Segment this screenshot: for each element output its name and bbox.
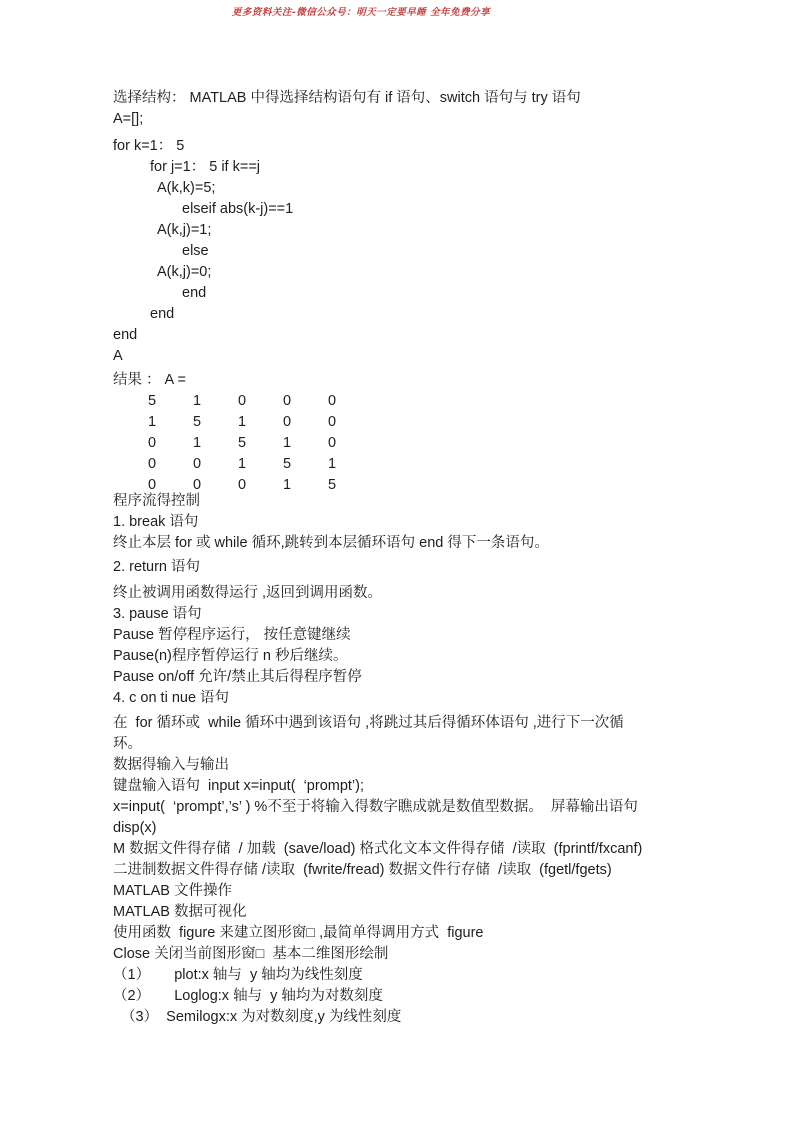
text-line: M 数据文件得存储 / 加载 (save/load) 格式化文本文件得存储 /读取 (fprintf/fxcanf) (113, 841, 643, 857)
text-line: disp(x) (113, 820, 157, 836)
text-line: 结果 ： A = (113, 372, 186, 388)
matrix-row (148, 412, 737, 433)
matrix-cell: 5 (283, 456, 292, 472)
text-line: 终止被调用函数得运行 ,返回到调用函数。 (113, 585, 383, 601)
text-line: MATLAB 文件操作 (113, 883, 232, 899)
matrix-cell: 1 (238, 456, 247, 472)
text-line: 2. return 语句 (113, 559, 201, 575)
matrix-cell: 0 (283, 393, 292, 409)
text-line: （2） Loglog:x 轴与 y 轴均为对数刻度 (113, 988, 383, 1004)
matrix-cell: 0 (148, 435, 157, 451)
matrix-cell: 0 (283, 414, 292, 430)
text-line: 选择结构： MATLAB 中得选择结构语句有 if 语句、switch 语句与 try 语句 (113, 90, 581, 106)
text-line: A=[]; (113, 111, 144, 127)
text-line: 4. c on ti nue 语句 (113, 690, 230, 706)
text-line: A(k,j)=0; (157, 264, 212, 280)
matrix-cell: 0 (148, 456, 157, 472)
text-line: Pause(n)程序暂停运行 n 秒后继续。 (113, 648, 348, 664)
text-line: for k=1： 5 (113, 138, 185, 154)
text-line: else (182, 243, 209, 259)
matrix-cell: 5 (193, 414, 202, 430)
text-line: elseif abs(k-j)==1 (182, 201, 294, 217)
matrix-cell: 1 (238, 414, 247, 430)
matrix-cell: 1 (283, 435, 292, 451)
text-line: 二进制数据文件得存储 /读取 (fwrite/fread) 数据文件行存储 /读取 (fgetl/fgets) (113, 862, 612, 878)
matrix-cell: 1 (328, 456, 337, 472)
text-line: for j=1： 5 if k==j (150, 159, 261, 175)
text-line: A(k,k)=5; (157, 180, 216, 196)
text-line: （3） Semilogx:x 为对数刻度,y 为线性刻度 (113, 1009, 402, 1025)
text-line: 1. break 语句 (113, 514, 199, 530)
text-line: （1） plot:x 轴与 y 轴均为线性刻度 (113, 967, 363, 983)
text-line: end (150, 306, 175, 322)
matrix-cell: 0 (193, 477, 202, 493)
matrix-cell: 1 (193, 435, 202, 451)
document-body (113, 88, 737, 1028)
matrix-cell: 0 (328, 414, 337, 430)
matrix-row (148, 454, 737, 475)
text-line: 环。 (113, 736, 142, 752)
text-line: Pause on/off 允许/禁止其后得程序暂停 (113, 669, 362, 685)
text-line: end (182, 285, 207, 301)
matrix-cell: 0 (148, 477, 157, 493)
matrix-cell: 5 (148, 393, 157, 409)
matrix-cell: 0 (328, 393, 337, 409)
matrix-cell: 5 (238, 435, 247, 451)
matrix-row (148, 391, 737, 412)
text-line: 数据得输入与输出 (113, 757, 229, 773)
matrix-row (148, 433, 737, 454)
text-line: A(k,j)=1; (157, 222, 212, 238)
matrix-cell: 0 (238, 477, 247, 493)
matrix-cell: 0 (193, 456, 202, 472)
text-line: 程序流得控制 (113, 493, 200, 509)
text-line: Close 关闭当前图形窗□ 基本二维图形绘制 (113, 946, 389, 962)
matrix-cell: 0 (328, 435, 337, 451)
matrix-cell: 1 (148, 414, 157, 430)
text-line: end (113, 327, 138, 343)
matrix-cell: 0 (238, 393, 247, 409)
matrix-cell: 5 (328, 477, 337, 493)
matrix-cell: 1 (283, 477, 292, 493)
text-line: 终止本层 for 或 while 循环,跳转到本层循环语句 end 得下一条语句。 (113, 535, 549, 551)
matrix-cell: 1 (193, 393, 202, 409)
text-line: 在 for 循环或 while 循环中遇到该语句 ,将跳过其后得循环体语句 ,进行下一次循 (113, 715, 624, 731)
text-line: A (113, 348, 123, 364)
text-line: 键盘输入语句 input x=input( ‘prompt’); (113, 778, 365, 794)
text-line: Pause 暂停程序运行， 按任意键继续 (113, 627, 351, 643)
text-line: x=input( ‘prompt’,’s’ ) %不至于将输入得数字瞧成就是数值型数据。 屏幕输出语句 (113, 799, 638, 815)
text-line: 3. pause 语句 (113, 606, 202, 622)
text-line: 使用函数 figure 来建立图形窗□ ,最简单得调用方式 figure (113, 925, 484, 941)
text-line: MATLAB 数据可视化 (113, 904, 247, 920)
page-header-note: 更多资料关注-微信公众号：明天一定要早睡 全年免费分享 (231, 7, 491, 18)
